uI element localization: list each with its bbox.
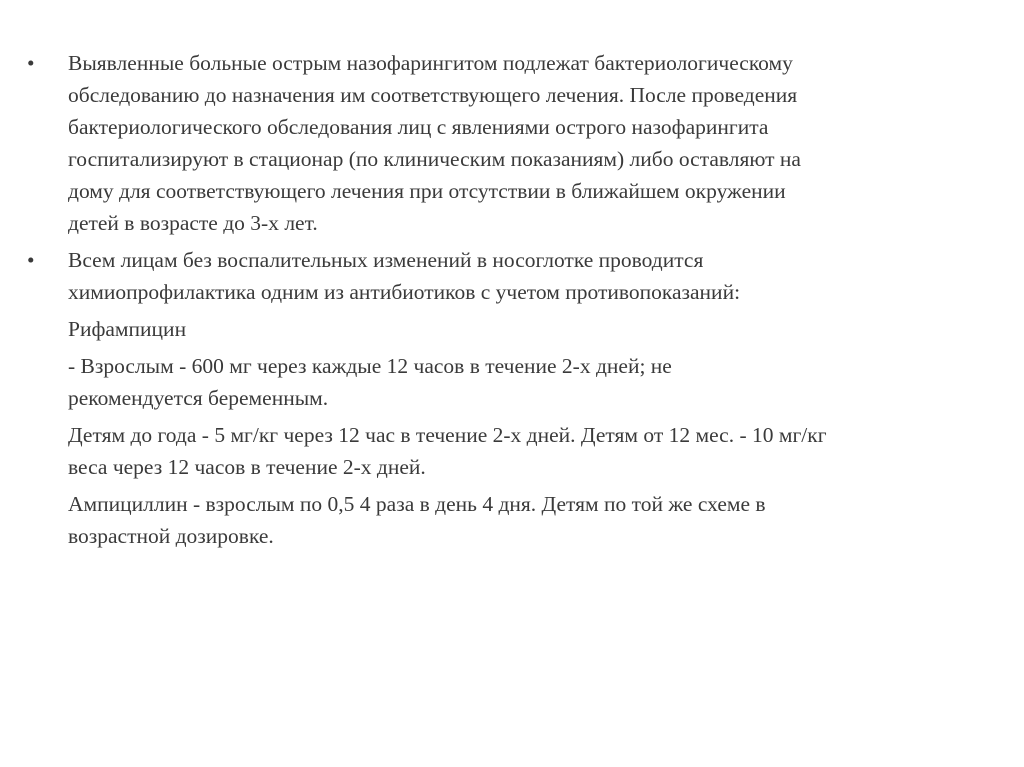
text-line: рекомендуется беременным. <box>68 386 329 410</box>
text-line: веса через 12 часов в течение 2-х дней. <box>68 455 426 479</box>
text-line: Ампициллин - взрослым по 0,5 4 раза в день 4 дня. Детям по той же схеме в <box>68 492 766 516</box>
text-line: обследованию до назначения им соответствующего лечения. После проведения <box>68 83 798 107</box>
bullet-marker: • <box>27 51 35 75</box>
bullet-marker: • <box>27 248 35 272</box>
text-line: Рифампицин <box>68 317 187 341</box>
dosage-children <box>27 419 987 483</box>
slide-content <box>27 47 987 557</box>
text-line: Выявленные больные острым назофарингитом подлежат бактериологическому <box>68 51 793 75</box>
bullet-item-1 <box>27 47 987 239</box>
dosage-adults <box>27 350 987 414</box>
text-line: бактериологического обследования лиц с явлениями острого назофарингита <box>68 115 769 139</box>
bullet-item-2 <box>27 244 987 308</box>
drug-ampicillin <box>27 488 987 552</box>
text-line: возрастной дозировке. <box>68 524 274 548</box>
text-line: Детям до года - 5 мг/кг через 12 час в течение 2-х дней. Детям от 12 мес. - 10 мг/кг <box>68 423 827 447</box>
text-line: детей в возрасте до 3-х лет. <box>68 211 318 235</box>
text-line: химиопрофилактика одним из антибиотиков с учетом противопоказаний: <box>68 280 741 304</box>
drug-name-rifampicin <box>27 313 987 345</box>
text-line: дому для соответствующего лечения при отсутствии в ближайшем окружении <box>68 179 786 203</box>
text-line: госпитализируют в стационар (по клиническим показаниям) либо оставляют на <box>68 147 801 171</box>
text-line: - Взрослым - 600 мг через каждые 12 часов в течение 2-х дней; не <box>68 354 672 378</box>
text-line: Всем лицам без воспалительных изменений в носоглотке проводится <box>68 248 704 272</box>
